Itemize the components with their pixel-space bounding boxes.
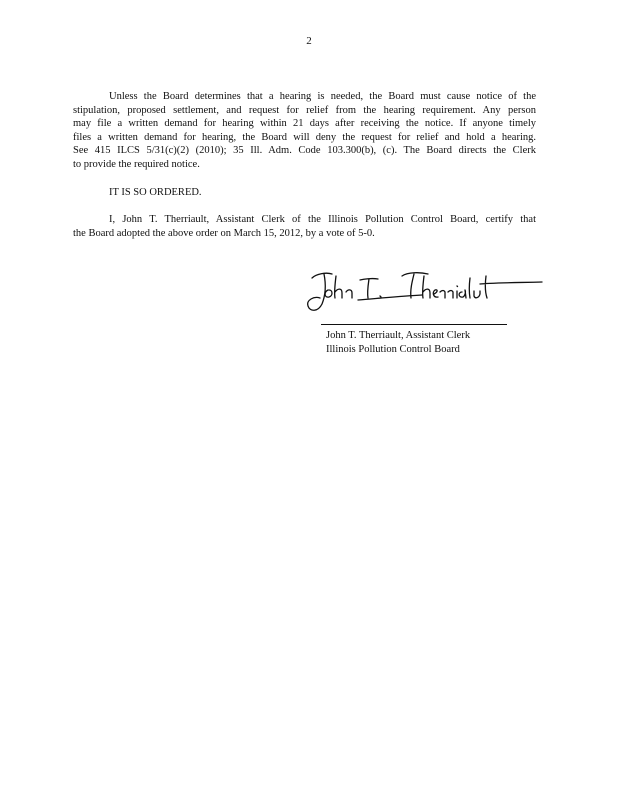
paragraph-line: I, John T. Therriault, Assistant Clerk of the Illinois Pollution Control Board, certify that <box>109 214 536 225</box>
signature-block <box>326 329 470 357</box>
paragraph-line: to provide the required notice. <box>73 158 200 170</box>
signature-line <box>321 324 507 325</box>
paragraph-line: See 415 ILCS 5/31(c)(2) (2010); 35 Ill. Adm. Code 103.300(b), (c). The Board directs the Clerk <box>73 145 536 156</box>
order-statement: IT IS SO ORDERED. <box>109 187 202 198</box>
handwritten-signature <box>302 262 548 318</box>
notice-paragraph <box>73 90 536 171</box>
certification-paragraph <box>73 213 536 240</box>
signer-name-title: John T. Therriault, Assistant Clerk <box>326 330 471 341</box>
paragraph-line: may file a written demand for hearing within 21 days after receiving the notice. If anyone timely <box>73 118 536 129</box>
paragraph-line: the Board adopted the above order on March 15, 2012, by a vote of 5-0. <box>73 227 375 239</box>
paragraph-line: Unless the Board determines that a hearing is needed, the Board must cause notice of the <box>109 91 536 102</box>
signer-organization: Illinois Pollution Control Board <box>326 344 460 355</box>
paragraph-line: files a written demand for hearing, the Board will deny the request for relief and hold a hearing. <box>73 131 536 143</box>
page-number: 2 <box>306 35 312 47</box>
paragraph-line: stipulation, proposed settlement, and request for relief from the hearing requirement. Any person <box>73 104 536 116</box>
